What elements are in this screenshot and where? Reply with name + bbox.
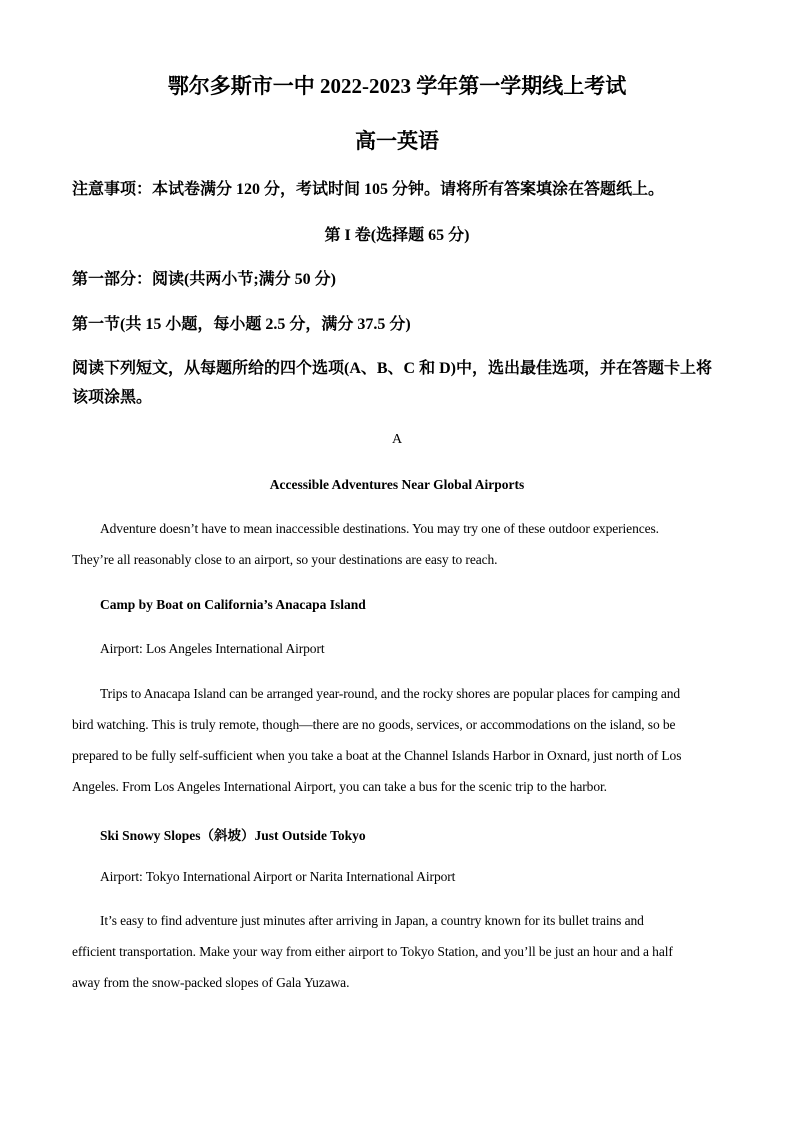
part-heading: 第一部分：阅读(共两小节;满分 50 分) — [72, 271, 336, 288]
volume-heading: 第 I 卷(选择题 65 分) — [324, 227, 470, 244]
section-2-heading: Ski Snowy Slopes（斜坡）Just Outside Tokyo — [100, 828, 366, 843]
instructions-line-1: 阅读下列短文，从每题所给的四个选项(A、B、C 和 D)中，选出最佳选项，并在答题卡上将 — [72, 360, 712, 377]
section-1-body-line-1: Trips to Anacapa Island can be arranged year-round, and the rocky shores are popular places for camping and — [100, 686, 681, 701]
section-1-heading: Camp by Boat on California’s Anacapa Island — [100, 597, 366, 612]
section-heading: 第一节(共 15 小题，每小题 2.5 分，满分 37.5 分) — [72, 316, 411, 333]
section-1-body-line-3: prepared to be fully self-sufficient when you take a boat at the Channel Islands Harbor in Oxnard, just north of Los — [72, 748, 682, 763]
section-1-body-line-4: Angeles. From Los Angeles International Airport, you can take a bus for the scenic trip to the harbor. — [72, 779, 607, 794]
exam-subject: 高一英语 — [355, 129, 439, 153]
section-2-body-line-2: efficient transportation. Make your way from either airport to Tokyo Station, and you’ll be just an hour and a half — [72, 944, 673, 959]
passage-label: A — [391, 432, 403, 447]
passage-title: Accessible Adventures Near Global Airports — [269, 477, 525, 492]
intro-line-1: Adventure doesn’t have to mean inaccessible destinations. You may try one of these outdoor experiences. — [100, 521, 659, 536]
exam-title: 鄂尔多斯市一中 2022-2023 学年第一学期线上考试 — [167, 74, 627, 98]
intro-line-2: They’re all reasonably close to an airport, so your destinations are easy to reach. — [72, 552, 498, 567]
instructions-line-2: 该项涂黑。 — [72, 389, 153, 406]
section-1-airport: Airport: Los Angeles International Airport — [100, 641, 325, 656]
section-2-body-line-3: away from the snow-packed slopes of Gala Yuzawa. — [72, 975, 350, 990]
section-1-body-line-2: bird watching. This is truly remote, though—there are no goods, services, or accommodations on the island, so be — [72, 717, 676, 732]
exam-notice: 注意事项：本试卷满分 120 分，考试时间 105 分钟。请将所有答案填涂在答题纸上。 — [72, 181, 665, 198]
section-2-airport: Airport: Tokyo International Airport or Narita International Airport — [100, 869, 456, 884]
section-2-body-line-1: It’s easy to find adventure just minutes after arriving in Japan, a country known for its bullet trains and — [100, 913, 644, 928]
